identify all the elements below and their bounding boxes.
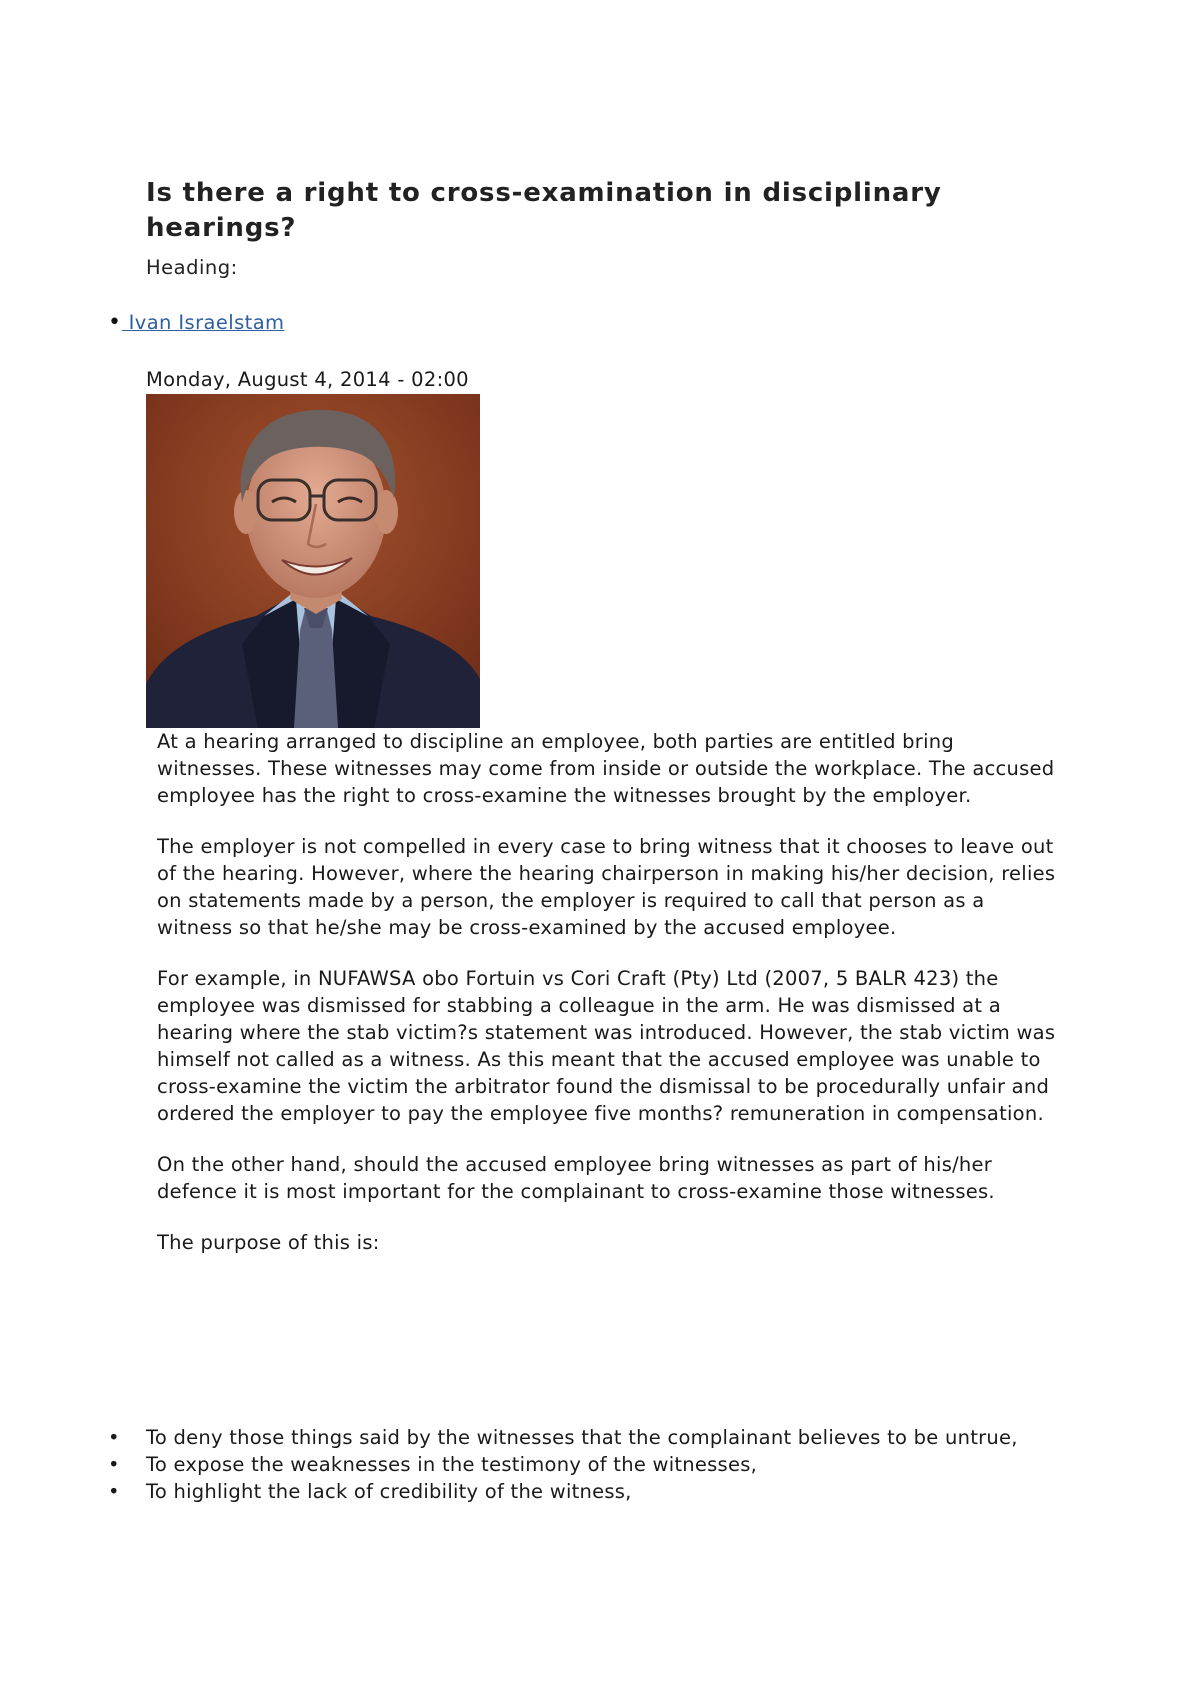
paragraph: The employer is not compelled in every case to bring witness that it chooses to leave out of the hearing. However, where the hearing chairperson in making his/her decision, relies on statements made by a person, the employer is required to call that person as a witness so that he/she may be cross-examined by the accused employee.	[157, 835, 1056, 939]
author-photo	[146, 394, 480, 728]
article-body	[157, 728, 1057, 1280]
paragraph: For example, in NUFAWSA obo Fortuin vs Cori Craft (Pty) Ltd (2007, 5 BALR 423) the employee was dismissed for stabbing a colleague in the arm. He was dismissed at a hearing where the stab victim?s statement was introduced. However, the stab victim was himself not called as a witness. As this meant that the accused employee was unable to cross-examine the victim the arbitrator found the dismissal to be procedurally unfair and ordered the employer to pay the employee five months? remuneration in compensation.	[157, 967, 1056, 1125]
author-bullet: •	[108, 310, 121, 335]
paragraph: At a hearing arranged to discipline an employee, both parties are entitled bring witnesses. These witnesses may come from inside or outside the workplace. The accused employee has the right to cross-examine the witnesses brought by the employer.	[157, 730, 1055, 807]
list-item-text: To highlight the lack of credibility of the witness,	[146, 1480, 632, 1503]
bullet-icon: •	[108, 1453, 120, 1476]
heading-label: Heading:	[146, 256, 238, 279]
list-item	[100, 1424, 1060, 1451]
bullet-icon: •	[108, 1480, 120, 1503]
article-dateline: Monday, August 4, 2014 - 02:00	[146, 368, 469, 391]
article-title: Is there a right to cross-examination in disciplinary hearings?	[146, 178, 942, 243]
bullet-icon: •	[108, 1426, 120, 1449]
list-item-text: To expose the weaknesses in the testimony of the witnesses,	[146, 1453, 758, 1476]
list-item-text: To deny those things said by the witnesses that the complainant believes to be untrue,	[146, 1426, 1018, 1449]
author-portrait-icon	[146, 394, 480, 728]
list-item	[100, 1478, 1060, 1505]
paragraph: On the other hand, should the accused employee bring witnesses as part of his/her defence it is most important for the complainant to cross-examine those witnesses.	[157, 1153, 995, 1203]
author-link[interactable]: Ivan Israelstam	[122, 311, 285, 334]
purpose-list	[100, 1424, 1060, 1505]
list-item	[100, 1451, 1060, 1478]
paragraph: The purpose of this is:	[157, 1231, 380, 1254]
